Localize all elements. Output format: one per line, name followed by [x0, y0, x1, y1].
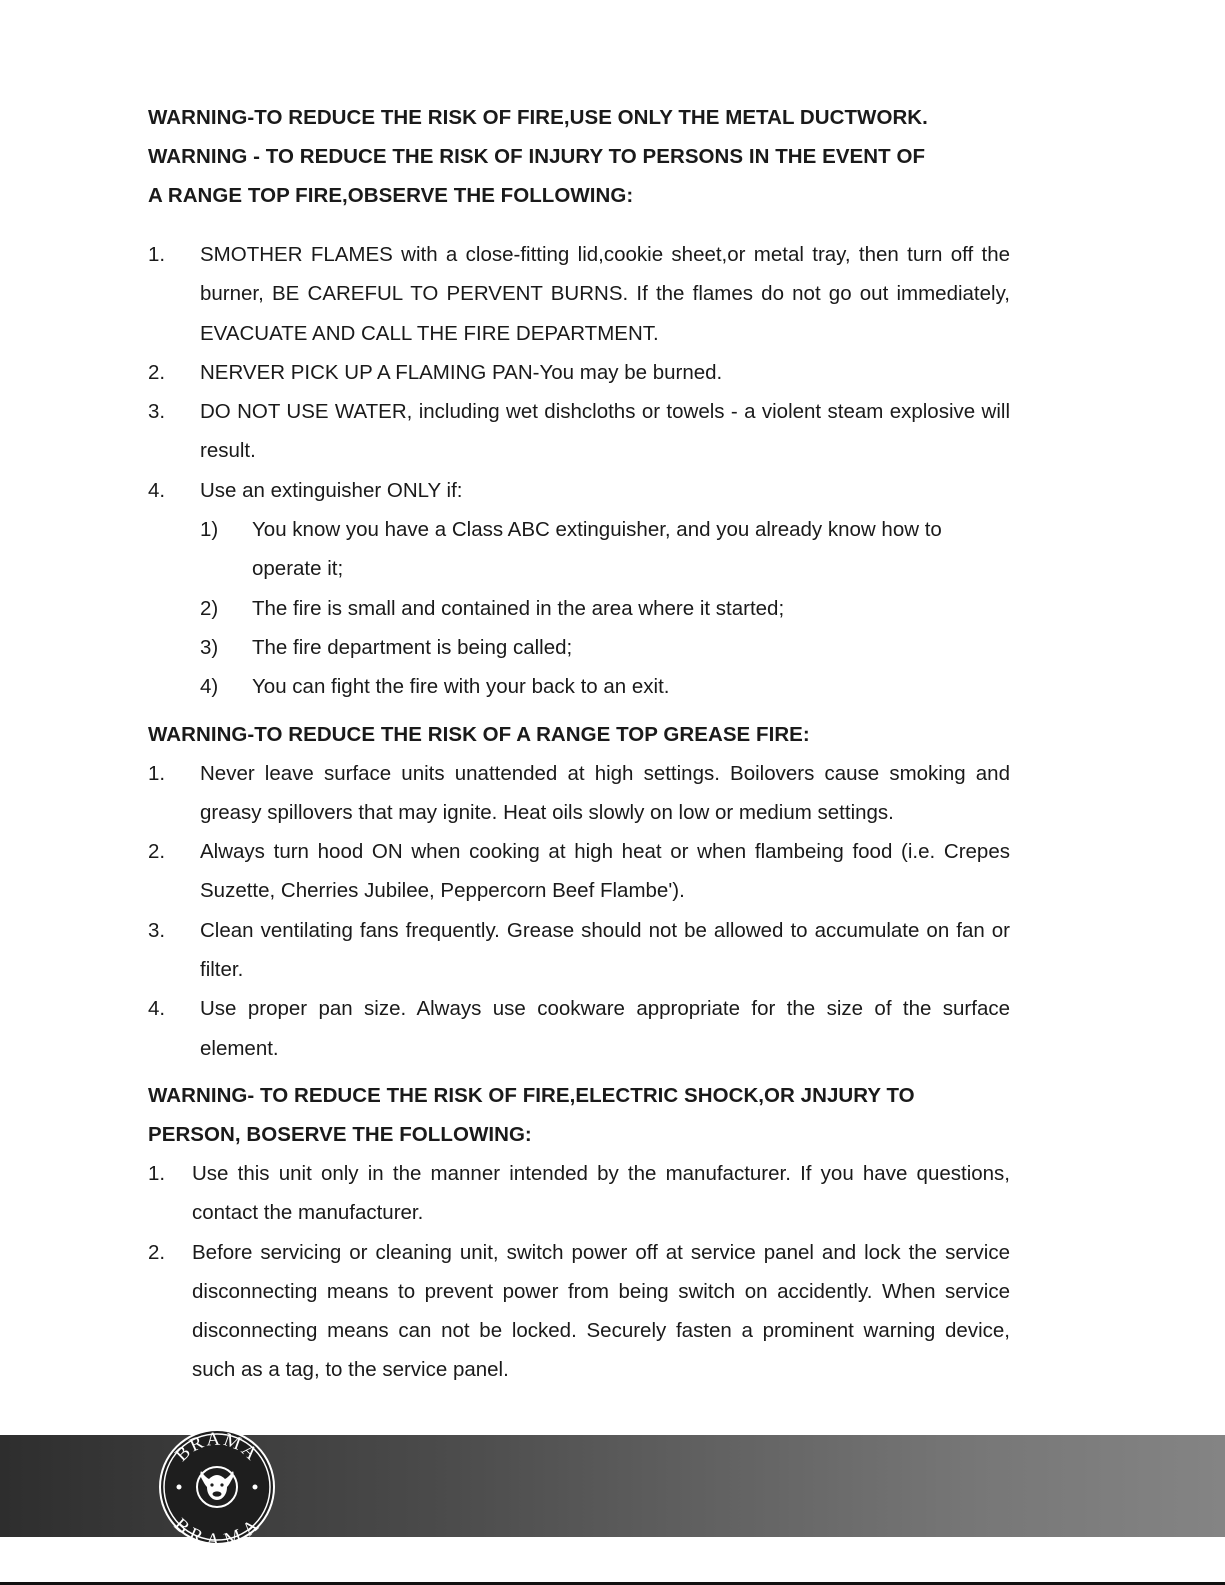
sub-list-number: 2) — [200, 596, 219, 620]
grease-fire-list — [148, 754, 1010, 1068]
list-number: 1. — [148, 761, 166, 785]
svg-text:BRAMA: BRAMA — [171, 1428, 263, 1466]
list-text: Clean ventilating fans frequently. Grease should not be allowed to accumulate on fan or filter. — [200, 918, 1010, 982]
list-text: Use this unit only in the manner intended by the manufacturer. If you have questions, contact the manufacturer. — [192, 1161, 1010, 1225]
list-text: Always turn hood ON when cooking at high heat or when flambeing food (i.e. Crepes Suzette, Cherries Jubilee, Peppercorn Beef Flambe'). — [200, 840, 1010, 903]
document-body — [148, 98, 1010, 1390]
sub-list-item — [200, 667, 1010, 706]
list-item — [148, 832, 1010, 911]
list-text: Never leave surface units unattended at high settings. Boilovers cause smoking and greasy spillovers that may ignite. Heat oils slowly on low or medium settings. — [200, 761, 1010, 824]
list-number: 2. — [148, 840, 166, 864]
list-number: 2. — [148, 1240, 166, 1264]
list-item — [148, 911, 1010, 990]
list-item — [148, 754, 1010, 833]
list-item — [148, 989, 1010, 1068]
warning-range-top-fire-line1: WARNING - TO REDUCE THE RISK OF INJURY TO PERSONS IN THE EVENT OF — [148, 145, 926, 168]
list-item — [148, 392, 1010, 471]
list-item — [148, 471, 1010, 707]
sub-list-text: The fire is small and contained in the area where it started; — [252, 596, 785, 620]
list-text: NERVER PICK UP A FLAMING PAN-You may be burned. — [200, 360, 723, 384]
list-number: 1. — [148, 243, 166, 266]
svg-text:BRAMA: BRAMA — [169, 1514, 265, 1547]
list-number: 2. — [148, 360, 166, 384]
warning-ductwork: WARNING-TO REDUCE THE RISK OF FIRE,USE ONLY THE METAL DUCTWORK. — [148, 106, 928, 129]
list-number: 3. — [148, 918, 166, 942]
sub-list-number: 3) — [200, 635, 219, 659]
intro-warnings — [148, 98, 1010, 215]
sub-list-item — [200, 628, 1010, 667]
list-number: 1. — [148, 1161, 166, 1185]
sub-list-item — [200, 589, 1010, 628]
brama-logo — [157, 1427, 277, 1547]
sub-list-number: 1) — [200, 518, 219, 542]
warning-range-top-fire-line2: A RANGE TOP FIRE,OBSERVE THE FOLLOWING: — [148, 184, 634, 207]
electric-shock-heading-line1: WARNING- TO REDUCE THE RISK OF FIRE,ELECTRIC SHOCK,OR JNJURY TO — [148, 1083, 915, 1107]
list-text: Before servicing or cleaning unit, switch power off at service panel and lock the service disconnecting means to prevent power from being switch on accidently. When service disconnecting means can not be locked. Securely fasten a prominent warning device, such as a tag, to the service panel. — [192, 1240, 1010, 1382]
list-item — [148, 1154, 1010, 1233]
sub-list-text: The fire department is being called; — [252, 635, 573, 659]
sub-list-item — [200, 510, 1010, 589]
list-text: Use an extinguisher ONLY if: — [200, 478, 463, 502]
electric-shock-heading-line2: PERSON, BOSERVE THE FOLLOWING: — [148, 1122, 532, 1146]
list-number: 4. — [148, 478, 166, 502]
list-number: 3. — [148, 400, 166, 424]
list-item — [148, 235, 1010, 353]
list-text: Use proper pan size. Always use cookware appropriate for the size of the surface element. — [200, 997, 1010, 1060]
list-item — [148, 1233, 1010, 1390]
grease-fire-heading: WARNING-TO REDUCE THE RISK OF A RANGE TOP GREASE FIRE: — [148, 722, 810, 746]
range-top-fire-list — [148, 235, 1010, 707]
sub-list-text: You can fight the fire with your back to an exit. — [252, 675, 670, 699]
list-item — [148, 353, 1010, 392]
sub-list-number: 4) — [200, 675, 219, 699]
electric-shock-list — [148, 1154, 1010, 1390]
list-text: SMOTHER FLAMES with a close-fitting lid,cookie sheet,or metal tray, then turn off the burner, BE CAREFUL TO PERVENT BURNS. If the flames do not go out immediately, EVACUATE AND CALL THE FIRE DEPARTMENT. — [200, 243, 1010, 345]
list-text: DO NOT USE WATER, including wet dishcloths or towels - a violent steam explosive will result. — [200, 400, 1010, 463]
list-item-body — [200, 471, 1010, 707]
list-number: 4. — [148, 997, 166, 1021]
sub-list-text: You know you have a Class ABC extinguisher, and you already know how to operate it; — [252, 518, 942, 581]
